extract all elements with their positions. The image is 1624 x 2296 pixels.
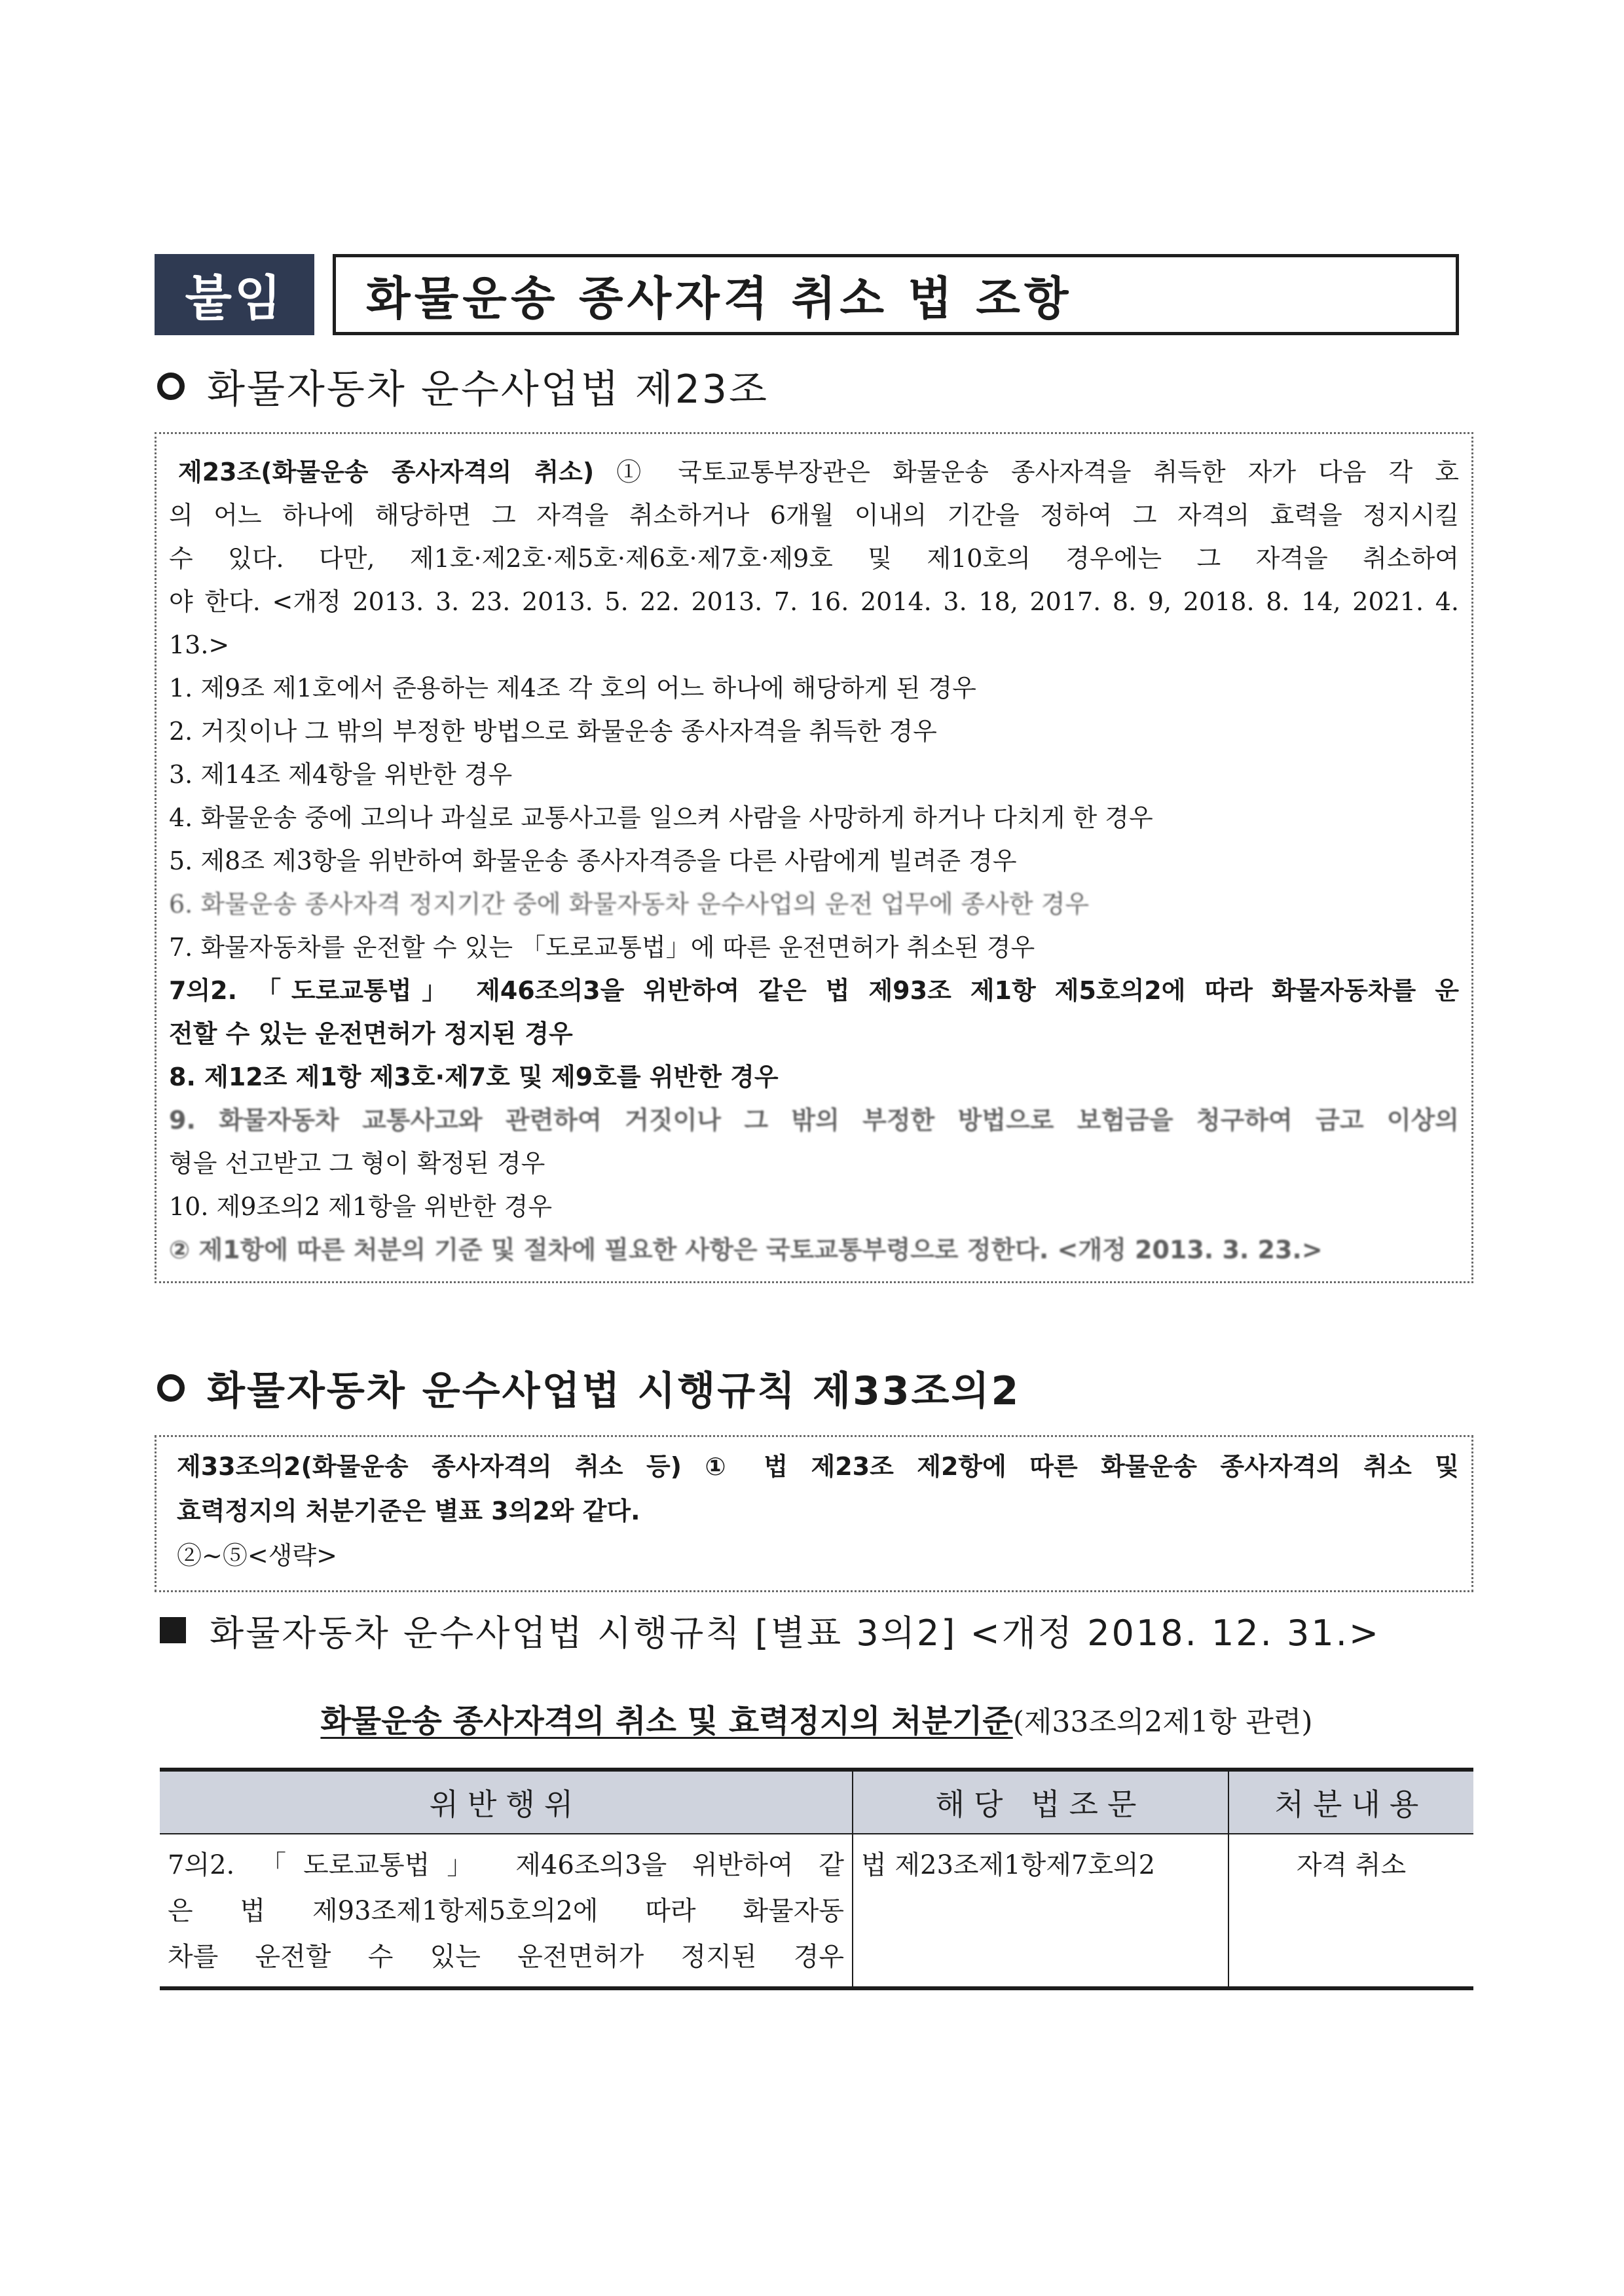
section3-heading bbox=[160, 1604, 1380, 1656]
attachment-tag: 붙임 bbox=[155, 254, 314, 335]
article23-item-7-2-line-1: 7의2. 「도로교통법」 제46조의3을 위반하여 같은 법 제93조 제1항 제5호의2에 따라 화물자동차를 운 bbox=[169, 976, 1459, 1005]
article23-paragraph-2: ② 제1항에 따른 처분의 기준 및 절차에 필요한 사항은 국토교통부령으로 정한다. <개정 2013. 3. 23.> bbox=[169, 1235, 1323, 1264]
violation-line-1: 7의2. 「도로교통법」 제46조의3을 위반하여 같 bbox=[168, 1850, 844, 1880]
article23-item-8: 8. 제12조 제1항 제3호·제7호 및 제9호를 위반한 경우 bbox=[169, 1063, 779, 1091]
article23-item-7-2-line-2: 전할 수 있는 운전면허가 정지된 경우 bbox=[169, 1019, 573, 1048]
article23-line-1 bbox=[169, 450, 1459, 494]
article33-2-line-2: 효력정지의 처분기준은 별표 3의2와 같다. bbox=[177, 1497, 640, 1525]
article23-item-6: 6. 화물운송 종사자격 정지기간 중에 화물자동차 운수사업의 운전 업무에 종사한 경우 bbox=[169, 890, 1090, 919]
disposition-table bbox=[160, 1768, 1473, 1990]
cell-violation bbox=[160, 1834, 853, 1988]
article23-item-5: 5. 제8조 제3항을 위반하여 화물운송 종사자격증을 다른 사람에게 빌려준 경우 bbox=[169, 847, 1017, 875]
violation-line-3: 차를 운전할 수 있는 운전면허가 정지된 경우 bbox=[168, 1942, 844, 1972]
article33-2-line-1: 제33조의2(화물운송 종사자격의 취소 등) ① 법 제23조 제2항에 따른 화물운송 종사자격의 취소 및 bbox=[177, 1452, 1459, 1481]
table-title-suffix: (제33조의2제1항 관련) bbox=[1012, 1705, 1313, 1739]
article23-intro-1: ① 국토교통부장관은 화물운송 종사자격을 취득한 자가 다음 각 호 bbox=[616, 458, 1459, 486]
page-title-box bbox=[333, 254, 1459, 335]
article33-2-text bbox=[177, 1444, 1459, 1578]
article23-item-1: 1. 제9조 제1호에서 준용하는 제4조 각 호의 어느 하나에 해당하게 된 경우 bbox=[169, 674, 976, 702]
table-header-row bbox=[160, 1770, 1473, 1834]
column-header-disposition: 처분내용 bbox=[1228, 1770, 1473, 1834]
article23-item-9-line-2: 형을 선고받고 그 형이 확정된 경우 bbox=[169, 1149, 545, 1178]
cell-article: 법 제23조제1항제7호의2 bbox=[853, 1834, 1228, 1988]
section1-heading-text: 화물자동차 운수사업법 제23조 bbox=[207, 367, 769, 412]
section2-heading-text: 화물자동차 운수사업법 시행규칙 제33조의2 bbox=[207, 1368, 1021, 1414]
article23-line-2: 의 어느 하나에 해당하면 그 자격을 취소하거나 6개월 이내의 기간을 정하여 그 자격의 효력을 정지시킬 bbox=[169, 501, 1459, 530]
cell-disposition: 자격 취소 bbox=[1228, 1834, 1473, 1988]
article23-text bbox=[169, 450, 1459, 1271]
table-title-main: 화물운송 종사자격의 취소 및 효력정지의 처분기준 bbox=[320, 1703, 1013, 1740]
circle-bullet-icon bbox=[157, 373, 185, 400]
article23-line-5: 13.> bbox=[169, 630, 230, 659]
violation-line-2: 은 법 제93조제1항제5호의2에 따라 화물자동 bbox=[168, 1896, 844, 1926]
article33-2-line-3: ②~⑤<생략> bbox=[177, 1541, 337, 1570]
article23-item-3: 3. 제14조 제4항을 위반한 경우 bbox=[169, 760, 513, 789]
column-header-violation: 위반행위 bbox=[160, 1770, 853, 1834]
article23-item-4: 4. 화물운송 중에 고의나 과실로 교통사고를 일으켜 사람을 사망하게 하거나 다치게 한 경우 bbox=[169, 803, 1153, 832]
section3-heading-text: 화물자동차 운수사업법 시행규칙 [별표 3의2] <개정 2018. 12. 31.> bbox=[210, 1612, 1381, 1654]
table-title bbox=[160, 1696, 1473, 1741]
article23-item-9-line-1: 9. 화물자동차 교통사고와 관련하여 거짓이나 그 밖의 부정한 방법으로 보험금을 청구하여 금고 이상의 bbox=[169, 1106, 1459, 1135]
circle-bullet-icon bbox=[157, 1374, 185, 1402]
section2-heading bbox=[157, 1360, 1020, 1415]
square-bullet-icon bbox=[160, 1617, 186, 1643]
page-title: 화물운송 종사자격 취소 법 조항 bbox=[366, 271, 1073, 325]
article23-title: 제23조(화물운송 종사자격의 취소) bbox=[178, 458, 595, 486]
article23-item-2: 2. 거짓이나 그 밖의 부정한 방법으로 화물운송 종사자격을 취득한 경우 bbox=[169, 717, 937, 746]
column-header-article: 해당 법조문 bbox=[853, 1770, 1228, 1834]
section1-heading bbox=[157, 359, 769, 414]
article23-line-3: 수 있다. 다만, 제1호·제2호·제5호·제6호·제7호·제9호 및 제10호의 경우에는 그 자격을 취소하여 bbox=[169, 544, 1459, 573]
table-row bbox=[160, 1834, 1473, 1988]
article23-item-10: 10. 제9조의2 제1항을 위반한 경우 bbox=[169, 1192, 553, 1221]
article23-item-7: 7. 화물자동차를 운전할 수 있는 「도로교통법」에 따른 운전면허가 취소된 경우 bbox=[169, 933, 1035, 962]
article23-line-4: 야 한다. <개정 2013. 3. 23. 2013. 5. 22. 2013. 7. 16. 2014. 3. 18, 2017. 8. 9, 2018. 8. 14, 2021. 4. bbox=[169, 587, 1459, 616]
